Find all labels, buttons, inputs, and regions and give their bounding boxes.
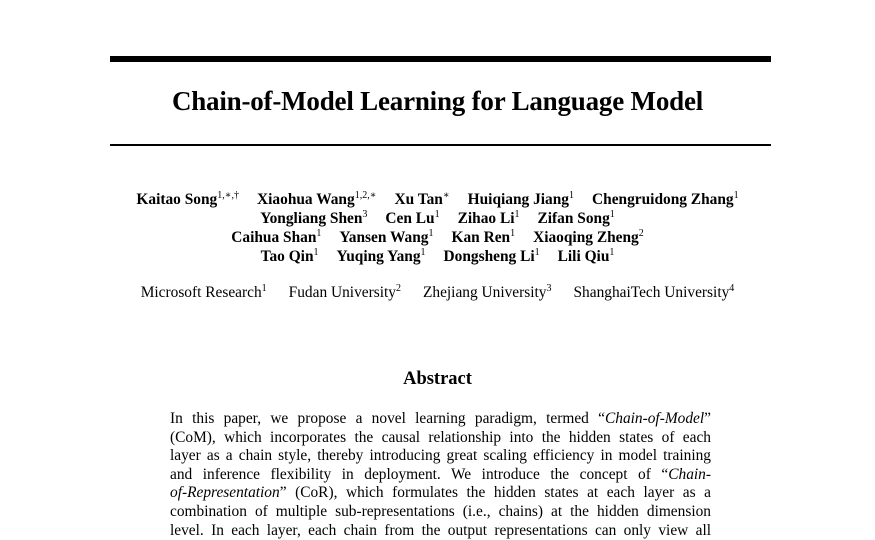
author-affiliation-mark: 1,∗,† — [217, 190, 240, 201]
author-name-text: Kaitao Song — [136, 191, 218, 208]
author-line — [0, 247, 875, 266]
abstract-segment: layer as a chain style, thereby introducing great scaling efficiency in model training — [170, 447, 711, 465]
author-affiliation-mark: 1 — [434, 209, 440, 220]
author-name — [231, 228, 321, 247]
author-name — [260, 209, 367, 228]
author-line — [0, 209, 875, 228]
author-name-text: Tao Qin — [260, 248, 314, 265]
author-affiliation-mark: 1 — [514, 209, 520, 220]
author-affiliation-mark: 3 — [362, 209, 368, 220]
author-affiliation-mark: 1 — [428, 228, 434, 239]
affiliation — [141, 284, 267, 302]
abstract-term: of-Representation — [170, 484, 280, 502]
affiliation-name: ShanghaiTech University — [573, 284, 730, 301]
author-name — [261, 247, 319, 266]
author-name — [558, 247, 615, 266]
abstract-line — [170, 522, 711, 540]
abstract-line — [170, 447, 711, 466]
author-name — [452, 228, 516, 247]
abstract-line — [170, 410, 711, 429]
author-name-text: Lili Qiu — [557, 248, 610, 265]
author-name — [533, 228, 644, 247]
author-name — [394, 190, 449, 209]
affiliation-name: Zhejiang University — [422, 284, 547, 301]
author-block — [0, 190, 875, 266]
affiliation-mark: 3 — [546, 283, 552, 294]
author-affiliation-mark: 1 — [510, 228, 516, 239]
author-name-text: Chengruidong Zhang — [592, 191, 734, 208]
author-name-text: Xiaoqing Zheng — [533, 229, 639, 246]
abstract-heading: Abstract — [403, 369, 472, 389]
author-affiliation-mark: 1 — [316, 228, 322, 239]
abstract-segment: combination of multiple sub-representations (i.e., chains) at the hidden dimension — [170, 502, 711, 520]
affiliation-mark: 4 — [729, 283, 735, 294]
author-line — [0, 190, 875, 209]
abstract-segment: ” — [704, 410, 711, 427]
author-name-text: Yansen Wang — [339, 229, 429, 246]
author-name-text: Cen Lu — [385, 210, 435, 227]
abstract-segment: In this paper, we propose a novel learning paradigm, termed “ — [170, 410, 605, 427]
affiliation-name: Fudan University — [288, 284, 396, 301]
affiliation-mark: 2 — [395, 283, 401, 294]
author-name-text: Kan Ren — [451, 229, 511, 246]
affiliation — [423, 284, 552, 302]
affiliation-list — [0, 284, 875, 302]
author-affiliation-mark: 1 — [569, 190, 575, 201]
author-name — [444, 247, 540, 266]
author-name-text: Xiaohua Wang — [257, 191, 355, 208]
affiliation — [574, 284, 735, 302]
author-affiliation-mark: 1,2,∗ — [354, 190, 377, 201]
author-name — [337, 247, 426, 266]
author-name-text: Yuqing Yang — [336, 248, 421, 265]
author-name — [458, 209, 520, 228]
author-affiliation-mark: 1 — [313, 247, 319, 258]
abstract-segment: level. In each layer, each chain from the output representations can only view all — [170, 521, 711, 539]
abstract-term: Chain-of-Model — [604, 410, 705, 427]
author-name — [538, 209, 615, 228]
author-name-text: Yongliang Shen — [260, 210, 363, 227]
author-affiliation-mark: 1 — [420, 247, 426, 258]
author-name-text: Zifan Song — [537, 210, 610, 227]
affiliation-mark: 1 — [261, 283, 267, 294]
abstract-text — [170, 410, 711, 540]
author-name-text: Zihao Li — [457, 210, 515, 227]
abstract-segment: and inference flexibility in deployment. We introduce the concept of “ — [170, 465, 669, 483]
author-name — [136, 190, 239, 209]
abstract-line — [170, 429, 711, 448]
author-affiliation-mark: ∗ — [442, 190, 450, 201]
author-affiliation-mark: 2 — [638, 228, 644, 239]
author-name — [592, 190, 739, 209]
author-name-text: Dongsheng Li — [443, 248, 535, 265]
author-name-text: Xu Tan — [394, 191, 443, 208]
author-line — [0, 228, 875, 247]
abstract-segment: (CoM), which incorporates the causal relationship into the hidden states of each — [170, 428, 711, 446]
title-top-rule — [110, 56, 771, 62]
affiliation-name: Microsoft Research — [140, 284, 262, 301]
author-affiliation-mark: 1 — [534, 247, 540, 258]
abstract-segment: ” (CoR), which formulates the hidden states at each layer as a — [279, 484, 711, 502]
author-affiliation-mark: 1 — [733, 190, 739, 201]
abstract-term: Chain- — [668, 465, 711, 483]
paper-title: Chain-of-Model Learning for Language Model — [171, 86, 704, 116]
author-name — [468, 190, 574, 209]
abstract-line — [170, 466, 711, 485]
author-affiliation-mark: 1 — [609, 247, 615, 258]
author-name-text: Huiqiang Jiang — [467, 191, 570, 208]
author-name — [339, 228, 433, 247]
abstract-line — [170, 484, 711, 503]
author-name-text: Caihua Shan — [231, 229, 317, 246]
abstract-line — [170, 503, 711, 522]
affiliation — [289, 284, 401, 302]
author-name — [257, 190, 376, 209]
title-bottom-rule — [110, 144, 771, 146]
author-name — [385, 209, 439, 228]
author-affiliation-mark: 1 — [609, 209, 615, 220]
